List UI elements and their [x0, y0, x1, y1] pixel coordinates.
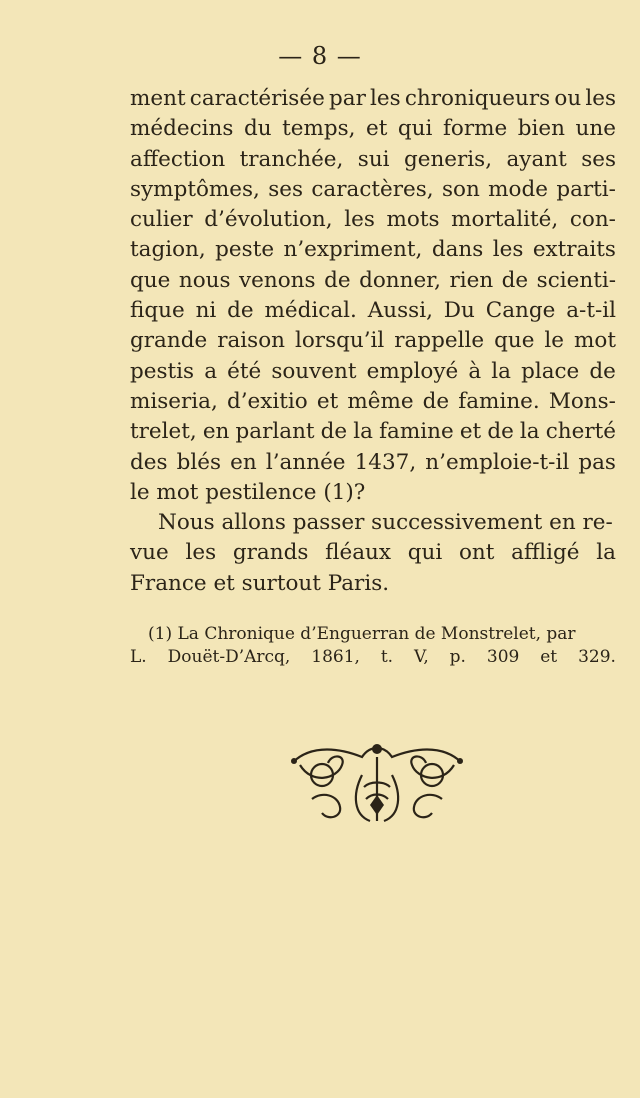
word: trelet, [130, 419, 197, 445]
word: cherté [545, 419, 616, 445]
word: employé [366, 358, 459, 384]
word: pas [578, 449, 616, 475]
word: tranchée, [239, 146, 344, 172]
word: venons [239, 267, 316, 293]
word: et [316, 388, 339, 414]
line-text [130, 175, 616, 205]
line-text: Nous allons passer successivement en re- [158, 510, 613, 536]
word: caractères, [311, 176, 434, 202]
word: son [441, 176, 480, 202]
word: fléaux [325, 540, 391, 566]
word: la [596, 540, 616, 566]
word: de [422, 388, 450, 414]
word: mot [574, 328, 616, 354]
word: de [227, 298, 254, 324]
text-line [130, 387, 616, 417]
word: que [130, 267, 171, 293]
word: L. [130, 647, 147, 667]
word: parlant [235, 419, 315, 445]
footnote-line [130, 623, 616, 646]
word: une [575, 116, 616, 142]
word: ont [458, 540, 495, 566]
word: et [459, 419, 482, 445]
text-line [130, 478, 616, 508]
line-text [130, 417, 616, 447]
text-line [130, 266, 616, 296]
footnote-line [130, 646, 616, 669]
word: souvent [271, 358, 357, 384]
word: famine. [458, 388, 540, 414]
line-text [130, 387, 616, 417]
body-text [130, 84, 616, 599]
word: et [540, 647, 558, 667]
word: qui [407, 540, 443, 566]
word: V, [414, 647, 429, 667]
line-text [130, 448, 616, 478]
line-text [130, 114, 616, 144]
word: fique [130, 298, 185, 324]
tailpiece-ornament-icon [282, 735, 472, 825]
footnote-text: (1) La Chronique d’Enguerran de Monstrelet, par [148, 624, 576, 644]
word: en [230, 449, 257, 475]
word: ses [581, 146, 616, 172]
word: mortalité, [451, 207, 559, 233]
word: t. [380, 647, 394, 667]
word: parti- [556, 176, 616, 202]
word: symptômes, [130, 176, 260, 202]
word: nous [178, 267, 231, 293]
line-text [130, 235, 616, 265]
word: de [487, 419, 514, 445]
text-line [130, 357, 616, 387]
word: grands [232, 540, 309, 566]
line-text [130, 326, 616, 356]
word: du [243, 116, 272, 142]
text-line [130, 508, 616, 538]
word: de [320, 419, 348, 445]
word: qui [397, 116, 433, 142]
word: Aussi, [367, 298, 433, 324]
text-line [130, 175, 616, 205]
word: a [204, 358, 218, 384]
line-text: le mot pestilence (1)? [130, 479, 366, 505]
word: de [501, 267, 529, 293]
line-text: France et surtout Paris. [130, 570, 390, 596]
word: place [521, 358, 580, 384]
word: donner, [359, 267, 441, 293]
line-text [130, 296, 616, 326]
word: bien [517, 116, 565, 142]
word: extraits [532, 237, 616, 263]
word: ni [195, 298, 217, 324]
line-text [130, 357, 616, 387]
word: 1437, [354, 449, 417, 475]
word: la [491, 358, 511, 384]
word: caractérisée [189, 86, 325, 111]
word: blés [176, 449, 222, 475]
text-line [130, 235, 616, 265]
word: sui [357, 146, 390, 172]
word: même [347, 388, 414, 414]
word: ou [554, 86, 582, 111]
word: affligé [511, 540, 580, 566]
page-number: — 8 — [278, 42, 362, 70]
word: Cange [485, 298, 556, 324]
word: le [544, 328, 565, 354]
word: les [492, 237, 524, 263]
line-text [130, 538, 616, 568]
word: chroniqueurs [404, 86, 551, 111]
word: 329. [578, 647, 616, 667]
word: Douët-D’Arcq, [167, 647, 291, 667]
word: scienti- [536, 267, 616, 293]
word: lorsqu’il [294, 328, 385, 354]
text-line [130, 417, 616, 447]
word: été [227, 358, 262, 384]
text-line [130, 569, 616, 599]
text-line [130, 205, 616, 235]
word: les [370, 86, 401, 111]
line-text [130, 84, 616, 114]
word: l’année [265, 449, 346, 475]
footnote [130, 623, 616, 669]
word: la [519, 419, 540, 445]
text-line [130, 448, 616, 478]
text-line [130, 296, 616, 326]
word: mode [488, 176, 548, 202]
word: 1861, [311, 647, 360, 667]
word: Mons- [548, 388, 616, 414]
word: des [130, 449, 168, 475]
word: ses [268, 176, 304, 202]
word: n’expriment, [283, 237, 423, 263]
word: dans [431, 237, 484, 263]
footnote-text [130, 646, 616, 669]
word: rappelle [394, 328, 485, 354]
word: con- [569, 207, 616, 233]
line-text [130, 145, 616, 175]
word: médical. [264, 298, 357, 324]
word: de [324, 267, 351, 293]
word: les [344, 207, 375, 233]
word: forme [442, 116, 508, 142]
word: pestis [130, 358, 195, 384]
word: raison [217, 328, 285, 354]
word: la [353, 419, 373, 445]
line-text [130, 205, 616, 235]
word: p. [449, 647, 466, 667]
text-line [130, 538, 616, 568]
word: temps, [282, 116, 356, 142]
word: ment [130, 86, 186, 111]
text-line [130, 84, 616, 114]
word: affection [130, 146, 226, 172]
word: d’exitio [226, 388, 308, 414]
text-line [130, 114, 616, 144]
word: à [468, 358, 482, 384]
word: vue [130, 540, 169, 566]
word: les [185, 540, 217, 566]
word: famine [379, 419, 454, 445]
word: 309 [486, 647, 520, 667]
word: rien [449, 267, 494, 293]
word: culier [130, 207, 193, 233]
word: ayant [506, 146, 567, 172]
word: peste [215, 237, 275, 263]
word: n’emploie-t-il [425, 449, 570, 475]
word: d’évolution, [204, 207, 333, 233]
word: en [202, 419, 230, 445]
word: Du [443, 298, 475, 324]
text-line [130, 326, 616, 356]
word: grande [130, 328, 208, 354]
word: médecins [130, 116, 234, 142]
word: a-t-il [566, 298, 616, 324]
word: mots [386, 207, 440, 233]
word: que [494, 328, 535, 354]
word: par [328, 86, 366, 111]
word: de [589, 358, 616, 384]
text-line [130, 145, 616, 175]
word: les [585, 86, 616, 111]
word: generis, [403, 146, 493, 172]
word: et [366, 116, 388, 142]
line-text [130, 266, 616, 296]
word: tagion, [130, 237, 206, 263]
word: miseria, [130, 388, 218, 414]
